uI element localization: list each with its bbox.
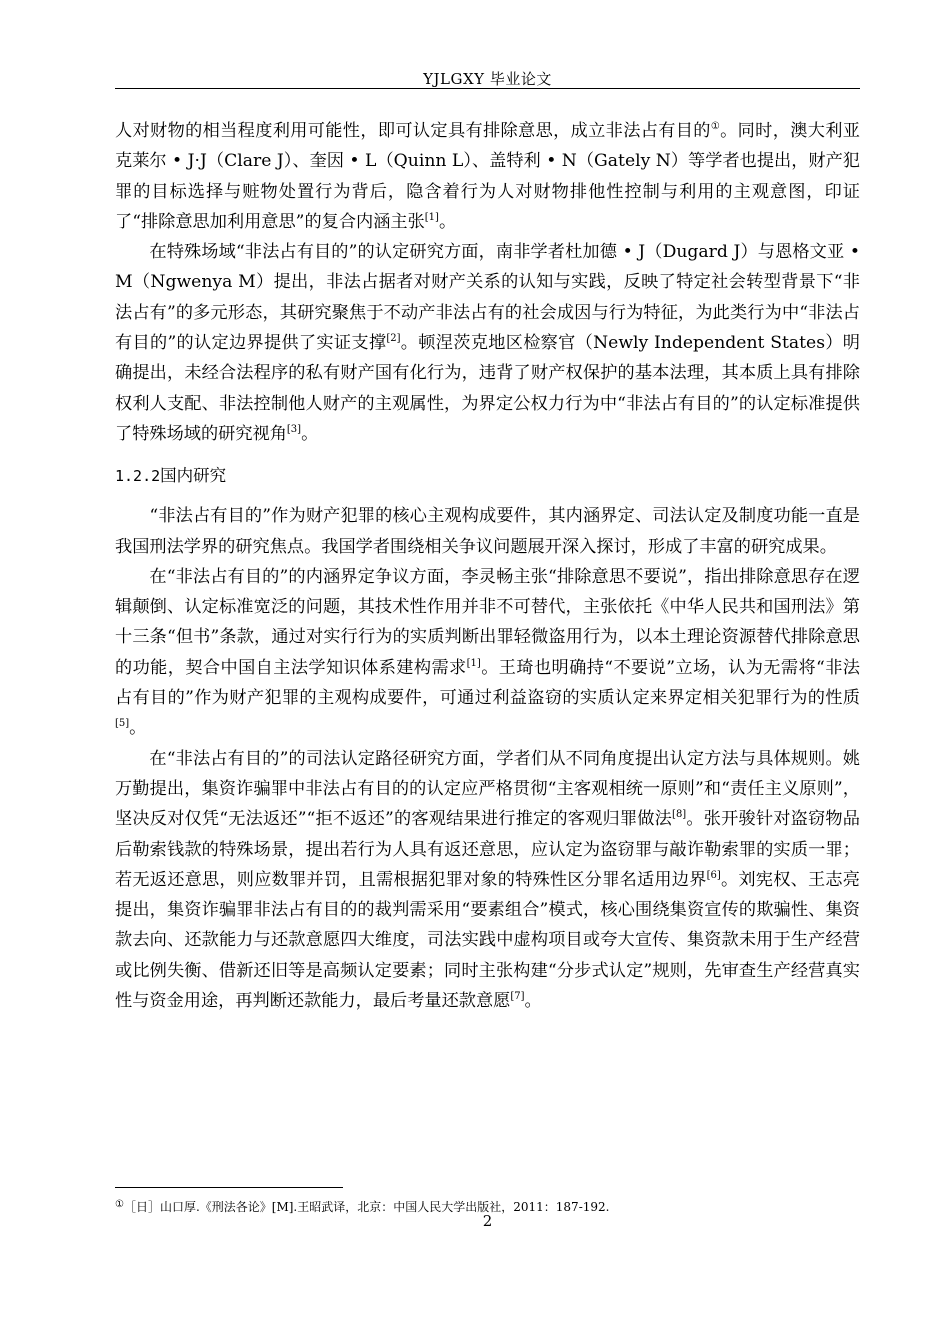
page-body bbox=[115, 116, 860, 1016]
citation-marker: [3] bbox=[286, 423, 302, 435]
footnote-text: ［日］山口厚.《刑法各论》[M].王昭武译，北京：中国人民大学出版社，2011：187-192. bbox=[123, 1200, 610, 1214]
paragraph-connotation: 在“非法占有目的”的内涵界定争议方面，李灵畅主张“排除意思不要说”，指出排除意思存在逻辑颠倒、认定标准宽泛的问题，其技术性作用并非不可替代，主张依托《中华人民共和国刑法》第十三条“但书”条款，通过对实行行为的实质判断出罪轻微盗用行为，以本土理论资源替代排除意思的功能，契合中国自主法学知识体系建构需求[1]。王琦也明确持“不要说”立场，认为无需将“非法占有目的”作为财产犯罪的主观构成要件，可通过利益盗窃的实质认定来界定相关犯罪行为的性质[5]。 bbox=[115, 566, 860, 739]
citation-marker: [1] bbox=[466, 657, 481, 669]
running-header: YJLGXY 毕业论文 bbox=[423, 70, 552, 88]
section-title: 国内研究 bbox=[160, 466, 227, 486]
paragraph-intro: “非法占有目的”作为财产犯罪的核心主观构成要件，其内涵界定、司法认定及制度功能一直是我国刑法学界的研究焦点。我国学者围绕相关争议问题展开深入探讨，形成了丰富的研究成果。 bbox=[115, 506, 860, 557]
section-heading bbox=[115, 465, 860, 487]
header-rule bbox=[115, 88, 860, 89]
section-number: 1.2.2 bbox=[115, 467, 161, 486]
citation-marker: [6] bbox=[706, 869, 721, 881]
footnote-marker: ① bbox=[115, 1199, 124, 1210]
citation-marker: [2] bbox=[386, 333, 401, 345]
footnote-rule bbox=[115, 1187, 343, 1188]
citation-marker: [8] bbox=[672, 809, 687, 821]
citation-marker: [1] bbox=[424, 211, 439, 223]
paragraph-continuation: 人对财物的相当程度利用可能性，即可认定具有排除意思，成立非法占有目的①。同时，澳大利亚克莱尔 • J·J（Clare J）、奎因 • L（Quinn L）、盖特利 • N（Gately N）等学者也提出，财产犯罪的目标选择与赃物处置行为背后，隐含着行为人对财物排他性控制与利用的主观意图，印证了“排除意思加利用意思”的复合内涵主张[1]。 bbox=[115, 121, 860, 232]
page-number: 2 bbox=[482, 1212, 493, 1230]
paragraph-judicial: 在“非法占有目的”的司法认定路径研究方面，学者们从不同角度提出认定方法与具体规则。姚万勤提出，集资诈骗罪中非法占有目的的认定应严格贯彻“主客观相统一原则”和“责任主义原则”，坚决反对仅凭“无法返还”“拒不返还”的客观结果进行推定的客观归罪做法[8]。张开骏针对盗窃物品后勒索钱款的特殊场景，提出若行为人具有返还意思，应认定为盗窃罪与敲诈勒索罪的实质一罪；若无返还意思，则应数罪并罚，且需根据犯罪对象的特殊性区分罪名适用边界[6]。刘宪权、王志亮提出，集资诈骗罪非法占有目的的裁判需采用“要素组合”模式，核心围绕集资宣传的欺骗性、集资款去向、还款能力与还款意愿四大维度，司法实践中虚构项目或夸大宣传、集资款未用于生产经营或比例失衡、借新还旧等是高频认定要素；同时主张构建“分步式认定”规则，先审查生产经营真实性与资金用途，再判断还款能力，最后考量还款意愿[7]。 bbox=[115, 748, 860, 1012]
citation-marker: [7] bbox=[510, 991, 525, 1003]
citation-marker: ① bbox=[710, 121, 721, 132]
paragraph-special-domain: 在特殊场域“非法占有目的”的认定研究方面，南非学者杜加德 • J（Dugard J）与恩格文亚 • M（Ngwenya M）提出，非法占据者对财产关系的认知与实践，反映了特定社会转型背景下“非法占有”的多元形态，其研究聚焦于不动产非法占有的社会成因与行为特征，为此类行为中“非法占有目的”的认定边界提供了实证支撑[2]。顿涅茨克地区检察官（Newly Independent States）明确提出，未经合法程序的私有财产国有化行为，违背了财产权保护的基本法理，其本质上具有排除权利人支配、非法控制他人财产的主观属性，为界定公权力行为中“非法占有目的”的认定标准提供了特殊场域的研究视角[3]。 bbox=[115, 242, 860, 444]
citation-marker: [5] bbox=[115, 718, 130, 730]
